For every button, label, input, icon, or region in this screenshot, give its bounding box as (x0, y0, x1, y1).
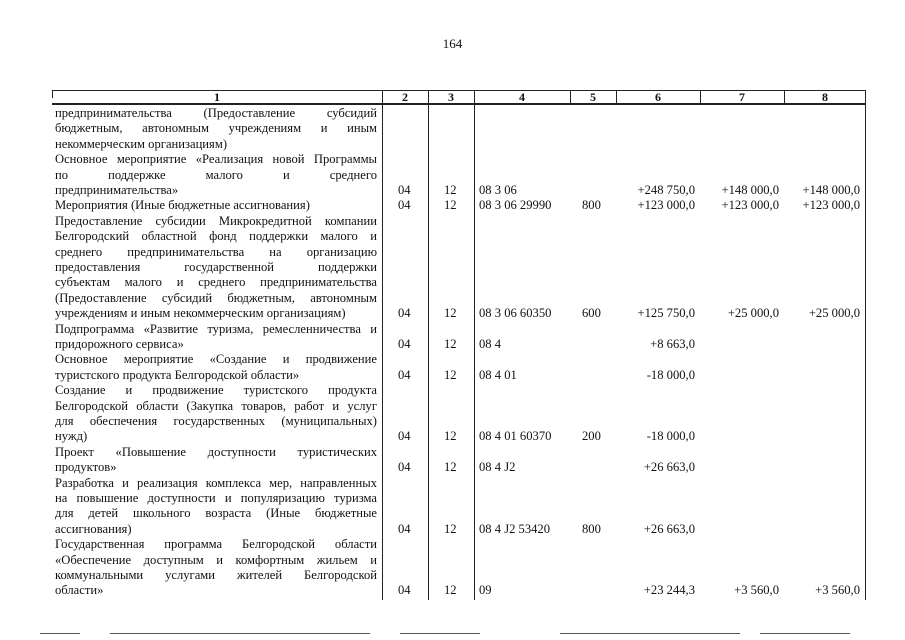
column-header-2: 2 (402, 90, 408, 104)
description-line: Белгородский областной фонд поддержки малого и (55, 229, 377, 244)
row-description (55, 537, 377, 599)
cell-c3: 12 (444, 182, 457, 197)
cell-c2: 04 (398, 367, 411, 382)
cell-c2: 04 (398, 429, 411, 444)
column-border (474, 90, 475, 600)
row-description (55, 445, 377, 476)
column-border (428, 90, 429, 600)
cell-c5: 200 (582, 429, 601, 444)
row-description (55, 352, 377, 383)
column-border (784, 90, 785, 104)
footer-rule (760, 633, 850, 634)
description-line: субъектам малого и среднего предпринимательства (55, 275, 377, 290)
row-description (55, 106, 377, 152)
cell-c7: +3 560,0 (734, 583, 779, 598)
description-line: предоставления государственной поддержки (55, 259, 377, 274)
cell-c4: 08 3 06 60350 (479, 306, 552, 321)
footer-rule (560, 633, 740, 634)
cell-c7: +148 000,0 (721, 182, 779, 197)
cell-c3: 12 (444, 198, 457, 213)
column-header-8: 8 (822, 90, 828, 104)
cell-c6: -18 000,0 (646, 429, 695, 444)
cell-c5: 600 (582, 306, 601, 321)
footer-rule (110, 633, 370, 634)
cell-c3: 12 (444, 583, 457, 598)
cell-c4: 09 (479, 583, 492, 598)
cell-c4: 08 4 01 60370 (479, 429, 552, 444)
cell-c2: 04 (398, 306, 411, 321)
description-line: Проект «Повышение доступности туристических (55, 444, 377, 459)
description-line: предпринимательства» (55, 182, 179, 197)
column-header-7: 7 (739, 90, 745, 104)
cell-c6: +248 750,0 (637, 182, 695, 197)
row-description (55, 476, 377, 538)
description-line: некоммерческим организациям) (55, 136, 228, 151)
description-line: учреждениям и иным некоммерческим организациям) (55, 306, 346, 321)
description-line: бюджетным, автономным учреждениям и иным (55, 121, 377, 136)
cell-c6: +26 663,0 (643, 460, 695, 475)
column-header-4: 4 (519, 90, 525, 104)
column-border (700, 90, 701, 104)
cell-c6: +23 244,3 (643, 583, 695, 598)
row-description (55, 214, 377, 322)
cell-c6: -18 000,0 (646, 367, 695, 382)
column-border (52, 90, 53, 98)
page-number: 164 (442, 36, 463, 51)
cell-c8: +25 000,0 (808, 306, 860, 321)
cell-c2: 04 (398, 460, 411, 475)
cell-c4: 08 4 J2 53420 (479, 521, 551, 536)
description-line: Разработка и реализация комплекса мер, направленных (55, 475, 377, 490)
column-border (382, 90, 383, 600)
cell-c6: +125 750,0 (637, 306, 695, 321)
cell-c3: 12 (444, 336, 457, 351)
cell-c8: +148 000,0 (802, 182, 860, 197)
cell-c2: 04 (398, 182, 411, 197)
description-line: для обеспечения государственных (муниципальных) (55, 413, 377, 428)
cell-c2: 04 (398, 583, 411, 598)
description-line: Мероприятия (Иные бюджетные ассигнования) (55, 198, 310, 213)
cell-c4: 08 4 (479, 336, 502, 351)
cell-c6: +26 663,0 (643, 521, 695, 536)
cell-c8: +3 560,0 (815, 583, 860, 598)
column-border (865, 90, 866, 600)
row-description (55, 322, 377, 353)
row-description (55, 383, 377, 445)
description-line: для детей школьного возраста (Иные бюджетные (55, 506, 377, 521)
description-line: Предоставление субсидии Микрокредитной компании (55, 213, 377, 228)
description-line: нужд) (55, 429, 88, 444)
description-line: туристского продукта Белгородской области» (55, 367, 300, 382)
cell-c4: 08 4 J2 (479, 460, 516, 475)
description-line: на повышение доступности и популяризацию туризма (55, 490, 377, 505)
description-line: предпринимательства (Предоставление субсидий (55, 106, 377, 120)
footer-rule (40, 633, 80, 634)
description-line: коммунальными услугами жителей Белгородской (55, 567, 377, 582)
row-description (55, 198, 377, 213)
column-header-6: 6 (655, 90, 661, 104)
description-line: (Предоставление субсидий бюджетным, автономным (55, 290, 377, 305)
row-description (55, 152, 377, 198)
cell-c2: 04 (398, 521, 411, 536)
cell-c3: 12 (444, 429, 457, 444)
column-header-1: 1 (214, 90, 220, 104)
cell-c6: +8 663,0 (650, 336, 695, 351)
description-line: Основное мероприятие «Создание и продвижение (55, 352, 377, 367)
cell-c3: 12 (444, 306, 457, 321)
description-line: придорожного сервиса» (55, 336, 184, 351)
description-line: Подпрограмма «Развитие туризма, ремесленничества и (55, 321, 377, 336)
description-line: среднего предпринимательства на организацию (55, 244, 377, 259)
cell-c6: +123 000,0 (637, 198, 695, 213)
description-line: «Обеспечение доступным и комфортным жильем и (55, 552, 377, 567)
description-line: по поддержке малого и среднего (55, 167, 377, 182)
column-header-5: 5 (590, 90, 596, 104)
cell-c7: +123 000,0 (721, 198, 779, 213)
cell-c3: 12 (444, 460, 457, 475)
cell-c3: 12 (444, 367, 457, 382)
description-line: продуктов» (55, 460, 117, 475)
cell-c2: 04 (398, 336, 411, 351)
cell-c8: +123 000,0 (802, 198, 860, 213)
cell-c3: 12 (444, 521, 457, 536)
cell-c5: 800 (582, 198, 601, 213)
column-border (570, 90, 571, 104)
cell-c7: +25 000,0 (727, 306, 779, 321)
description-line: Основное мероприятие «Реализация новой Программы (55, 152, 377, 167)
column-header-3: 3 (448, 90, 454, 104)
column-border (616, 90, 617, 104)
description-line: Создание и продвижение туристского продукта (55, 383, 377, 398)
footer-rule (400, 633, 480, 634)
cell-c4: 08 4 01 (479, 367, 517, 382)
description-line: Белгородской области (Закупка товаров, работ и услуг (55, 398, 377, 413)
cell-c4: 08 3 06 (479, 182, 517, 197)
description-line: Государственная программа Белгородской области (55, 537, 377, 552)
cell-c2: 04 (398, 198, 411, 213)
description-line: ассигнования) (55, 521, 132, 536)
cell-c4: 08 3 06 29990 (479, 198, 552, 213)
description-line: области» (55, 583, 104, 598)
cell-c5: 800 (582, 521, 601, 536)
